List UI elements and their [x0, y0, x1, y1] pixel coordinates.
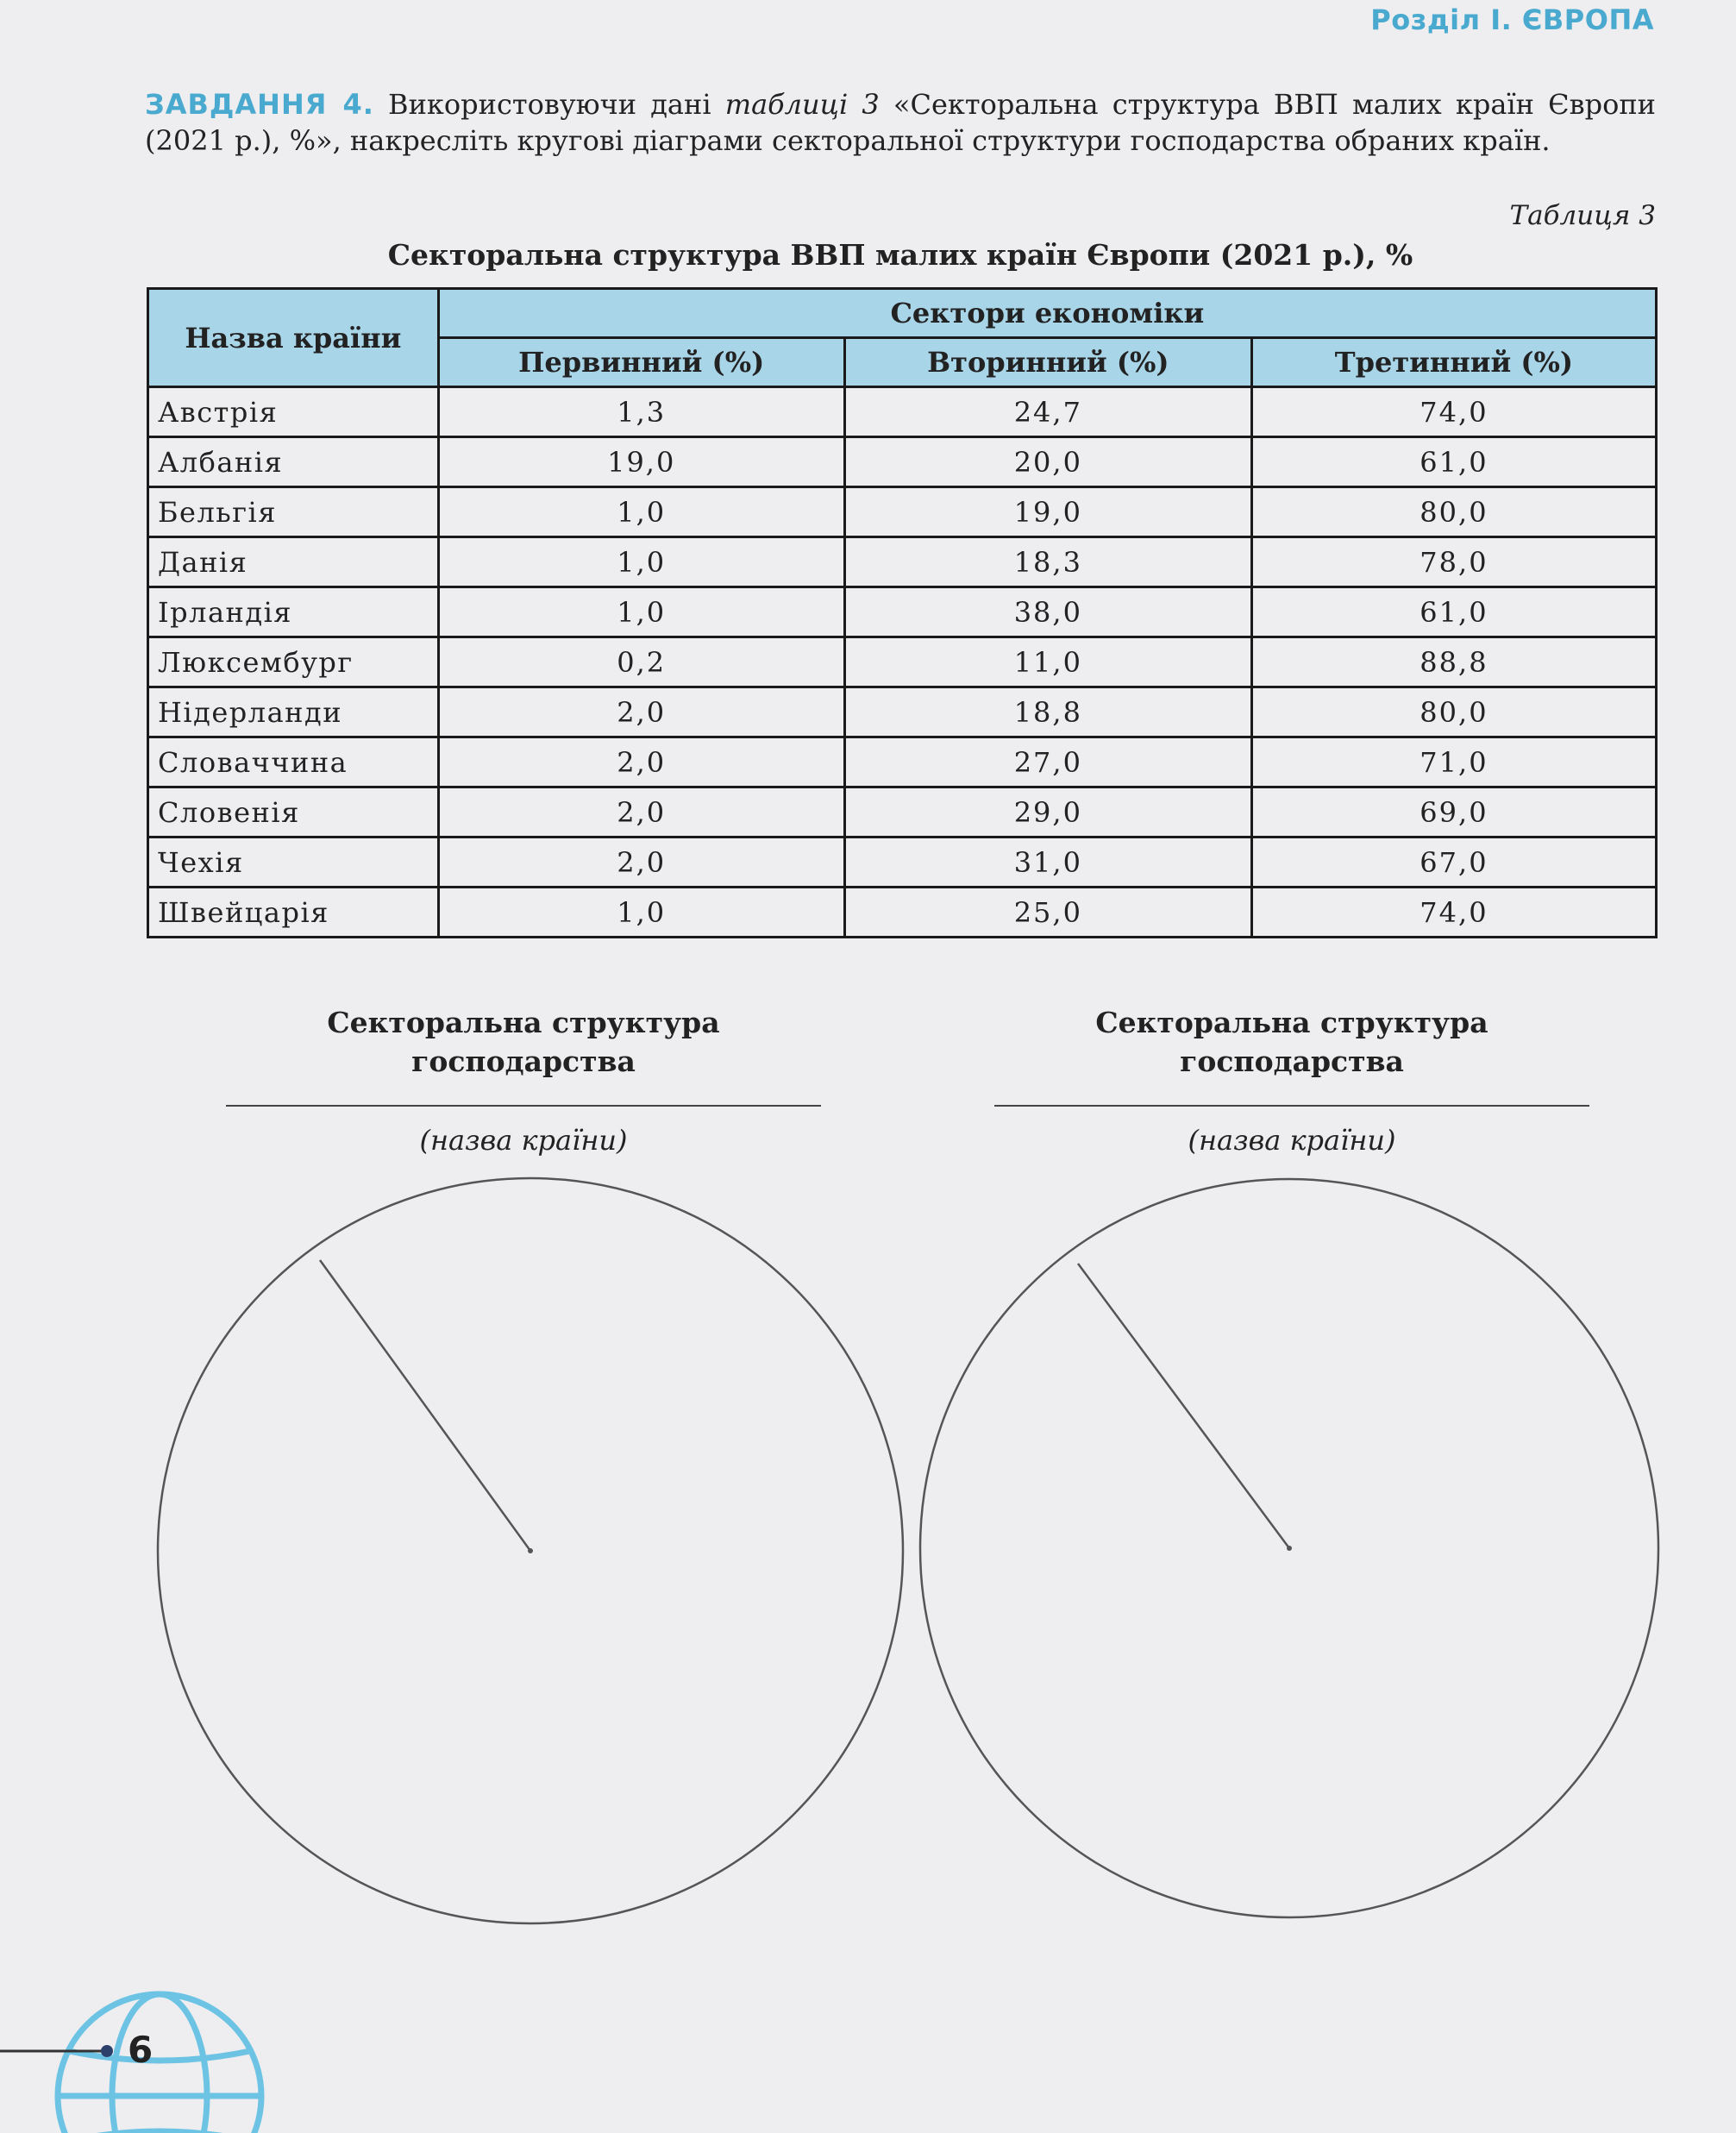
page-number-dot	[101, 2045, 113, 2057]
cell-secondary: 11,0	[844, 637, 1251, 687]
cell-tertiary: 61,0	[1251, 437, 1656, 487]
cell-primary: 1,0	[438, 537, 844, 587]
task-text-italic: таблиці 3	[724, 88, 880, 121]
section-title: Розділ І. ЄВРОПА	[1370, 3, 1654, 36]
cell-tertiary: 78,0	[1251, 537, 1656, 587]
task-text-2: «Секторальна структура ВВП малих країн Європи (2021 р.), %», накресліть кругові діаграми секторальної структури господарства обраних країн.	[145, 88, 1657, 157]
country-name-caption: (назва країни)	[1188, 1124, 1396, 1157]
cell-secondary: 29,0	[844, 787, 1251, 838]
cell-country: Чехія	[148, 838, 439, 888]
header-primary: Первинний (%)	[438, 338, 844, 387]
pie-start-radius-right	[1078, 1264, 1289, 1548]
cell-country: Швейцарія	[148, 888, 439, 938]
cell-primary: 1,3	[438, 387, 844, 437]
task-label: ЗАВДАННЯ 4.	[145, 88, 374, 121]
cell-secondary: 18,3	[844, 537, 1251, 587]
cell-country: Словенія	[148, 787, 439, 838]
cell-primary: 2,0	[438, 787, 844, 838]
cell-primary: 1,0	[438, 888, 844, 938]
cell-primary: 1,0	[438, 587, 844, 637]
cell-tertiary: 61,0	[1251, 587, 1656, 637]
cell-country: Данія	[148, 537, 439, 587]
cell-tertiary: 80,0	[1251, 487, 1656, 537]
pie-start-radius-left	[320, 1260, 530, 1551]
cell-tertiary: 74,0	[1251, 387, 1656, 437]
country-name-caption: (назва країни)	[419, 1124, 628, 1157]
header-sectors: Сектори економіки	[438, 289, 1656, 338]
chart-title-line2: господарства	[411, 1045, 636, 1078]
header-tertiary: Третинний (%)	[1251, 338, 1656, 387]
cell-tertiary: 74,0	[1251, 888, 1656, 938]
cell-primary: 2,0	[438, 687, 844, 737]
pie-center-left	[528, 1548, 533, 1553]
cell-primary: 0,2	[438, 637, 844, 687]
table-number: Таблиця 3	[1509, 200, 1656, 231]
cell-secondary: 18,8	[844, 687, 1251, 737]
cell-secondary: 27,0	[844, 737, 1251, 787]
cell-secondary: 20,0	[844, 437, 1251, 487]
globe-icon	[58, 1994, 261, 2133]
cell-country: Албанія	[148, 437, 439, 487]
cell-secondary: 31,0	[844, 838, 1251, 888]
cell-secondary: 38,0	[844, 587, 1251, 637]
chart-title-line1: Секторальна структура	[1095, 1006, 1488, 1039]
cell-primary: 2,0	[438, 737, 844, 787]
cell-country: Бельгія	[148, 487, 439, 537]
cell-country: Люксембург	[148, 637, 439, 687]
chart-title-line2: господарства	[1180, 1045, 1404, 1078]
cell-secondary: 24,7	[844, 387, 1251, 437]
cell-tertiary: 71,0	[1251, 737, 1656, 787]
cell-tertiary: 67,0	[1251, 838, 1656, 888]
chart-title-line1: Секторальна структура	[327, 1006, 720, 1039]
cell-primary: 1,0	[438, 487, 844, 537]
task-text-1: Використовуючи дані	[373, 88, 725, 121]
cell-primary: 19,0	[438, 437, 844, 487]
cell-country: Австрія	[148, 387, 439, 437]
page-number: 6	[128, 2029, 154, 2071]
cell-country: Ірландія	[148, 587, 439, 637]
cell-tertiary: 88,8	[1251, 637, 1656, 687]
cell-secondary: 19,0	[844, 487, 1251, 537]
cell-country: Словаччина	[148, 737, 439, 787]
table-title: Секторальна структура ВВП малих країн Європи (2021 р.), %	[387, 238, 1413, 272]
header-country: Назва країни	[148, 289, 439, 387]
cell-tertiary: 69,0	[1251, 787, 1656, 838]
header-secondary: Вторинний (%)	[844, 338, 1251, 387]
cell-country: Нідерланди	[148, 687, 439, 737]
cell-tertiary: 80,0	[1251, 687, 1656, 737]
cell-primary: 2,0	[438, 838, 844, 888]
cell-secondary: 25,0	[844, 888, 1251, 938]
pie-center-right	[1287, 1546, 1292, 1551]
